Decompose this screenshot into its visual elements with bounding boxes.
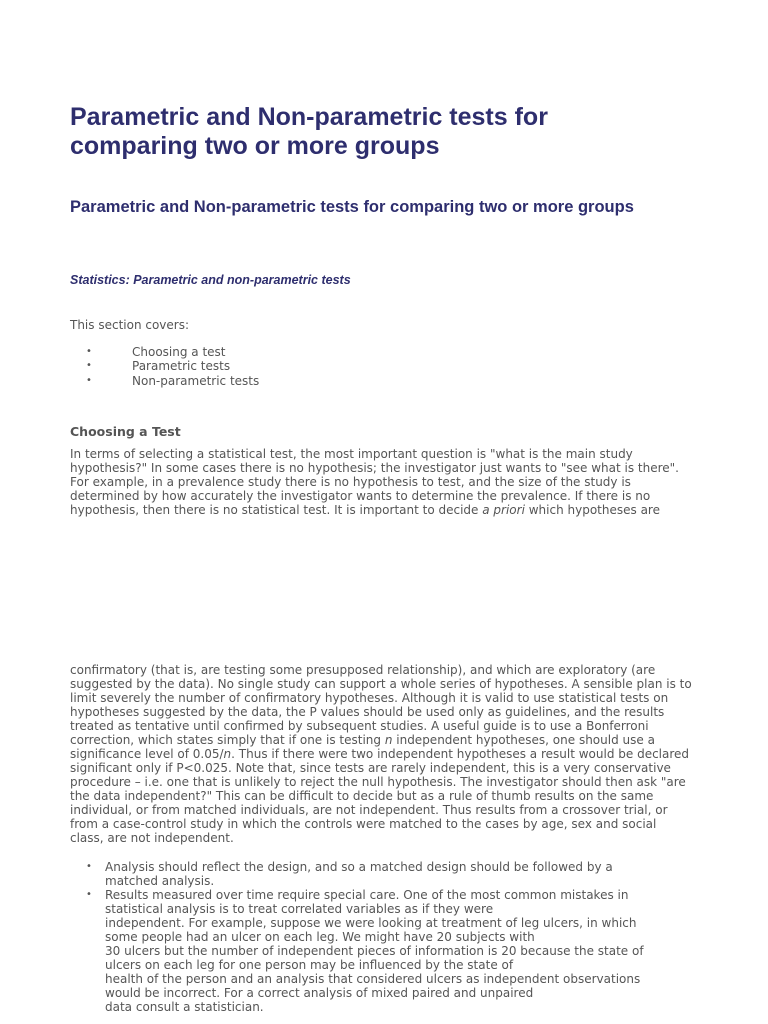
paragraph-choosing-2 xyxy=(70,663,710,845)
notes-list xyxy=(70,860,644,1014)
bullet-icon: • xyxy=(86,374,92,386)
paragraph-choosing-1 xyxy=(70,447,710,517)
text-line: procedure – i.e. one that is unlikely to reject the null hypothesis. The investigator should then ask "are xyxy=(70,775,686,789)
covers-list xyxy=(70,345,259,388)
text-line: matched analysis. xyxy=(105,874,215,888)
list-item xyxy=(70,888,644,1014)
document-title: Parametric and Non-parametric tests for comparing two or more groups xyxy=(70,103,548,160)
text-line: data consult a statistician. xyxy=(105,1000,264,1014)
text-line: health of the person and an analysis that considered ulcers as independent observations xyxy=(105,972,641,986)
text-line: hypothesis, then there is no statistical test. It is important to decide a priori which hypotheses are xyxy=(70,503,660,517)
text-line: hypotheses suggested by the data, the P values should be used only as guidelines, and the results xyxy=(70,705,665,719)
text-line: Results measured over time require special care. One of the most common mistakes in xyxy=(105,888,629,902)
choosing-heading: Choosing a Test xyxy=(70,424,181,439)
text-line: individual, or from matched individuals, are not independent. Thus results from a crossover trial, or xyxy=(70,803,668,817)
list-item: • Parametric tests xyxy=(86,359,231,374)
text-line: significance level of 0.05/n. Thus if there were two independent hypotheses a result would be declared xyxy=(70,747,690,761)
text-line: from a case-control study in which the controls were matched to the cases by age, sex and social xyxy=(70,817,657,831)
text-line: confirmatory (that is, are testing some presupposed relationship), and which are exploratory (are xyxy=(70,663,656,677)
text-line: limit severely the number of confirmatory hypotheses. Although it is valid to use statistical tests on xyxy=(70,691,669,705)
text-line: would be incorrect. For a correct analysis of mixed paired and unpaired xyxy=(105,986,534,1000)
text-line: suggested by the data). No single study can support a whole series of hypotheses. A sensible plan is to xyxy=(70,677,692,691)
list-item xyxy=(70,860,644,888)
text-line: significant only if P<0.025. Note that, since tests are rarely independent, this is a very conservative xyxy=(70,761,671,775)
text-line: correction, which states simply that if one is testing n independent hypotheses, one should use a xyxy=(70,733,655,747)
document-subtitle: Parametric and Non-parametric tests for comparing two or more groups xyxy=(70,198,634,216)
text-line: the data independent?" This can be difficult to decide but as a rule of thumb results on the same xyxy=(70,789,654,803)
list-item: • Choosing a test xyxy=(86,345,226,359)
text-line: statistical analysis is to treat correlated variables as if they were xyxy=(105,902,494,916)
text-line: independent. For example, suppose we were looking at treatment of leg ulcers, in which xyxy=(105,916,637,930)
text-line: hypothesis?" In some cases there is no hypothesis; the investigator just wants to "see what is there". xyxy=(70,461,679,475)
text-line: treated as tentative until confirmed by subsequent studies. A useful guide is to use a Bonferroni xyxy=(70,719,649,733)
list-item: • Non-parametric tests xyxy=(86,373,260,388)
bullet-icon: • xyxy=(86,861,92,872)
text-line: some people had an ulcer on each leg. We might have 20 subjects with xyxy=(105,930,535,944)
bullet-icon: • xyxy=(86,360,92,372)
text-line: ulcers on each leg for one person may be influenced by the state of xyxy=(105,958,514,972)
bullet-icon: • xyxy=(86,889,92,900)
text-line: Analysis should reflect the design, and so a matched design should be followed by a xyxy=(105,860,613,874)
text-line: 30 ulcers but the number of independent pieces of information is 20 because the state of xyxy=(105,944,644,958)
text-line: class, are not independent. xyxy=(70,831,234,845)
bullet-icon: • xyxy=(86,346,92,357)
text-line: In terms of selecting a statistical test, the most important question is "what is the main study xyxy=(70,447,633,461)
covers-intro: This section covers: xyxy=(70,318,190,332)
section-label: Statistics: Parametric and non-parametric tests xyxy=(70,273,351,287)
text-line: determined by how accurately the investigator wants to determine the prevalence. If there is no xyxy=(70,489,651,503)
text-line: For example, in a prevalence study there is no hypothesis to test, and the size of the study is xyxy=(70,475,631,489)
